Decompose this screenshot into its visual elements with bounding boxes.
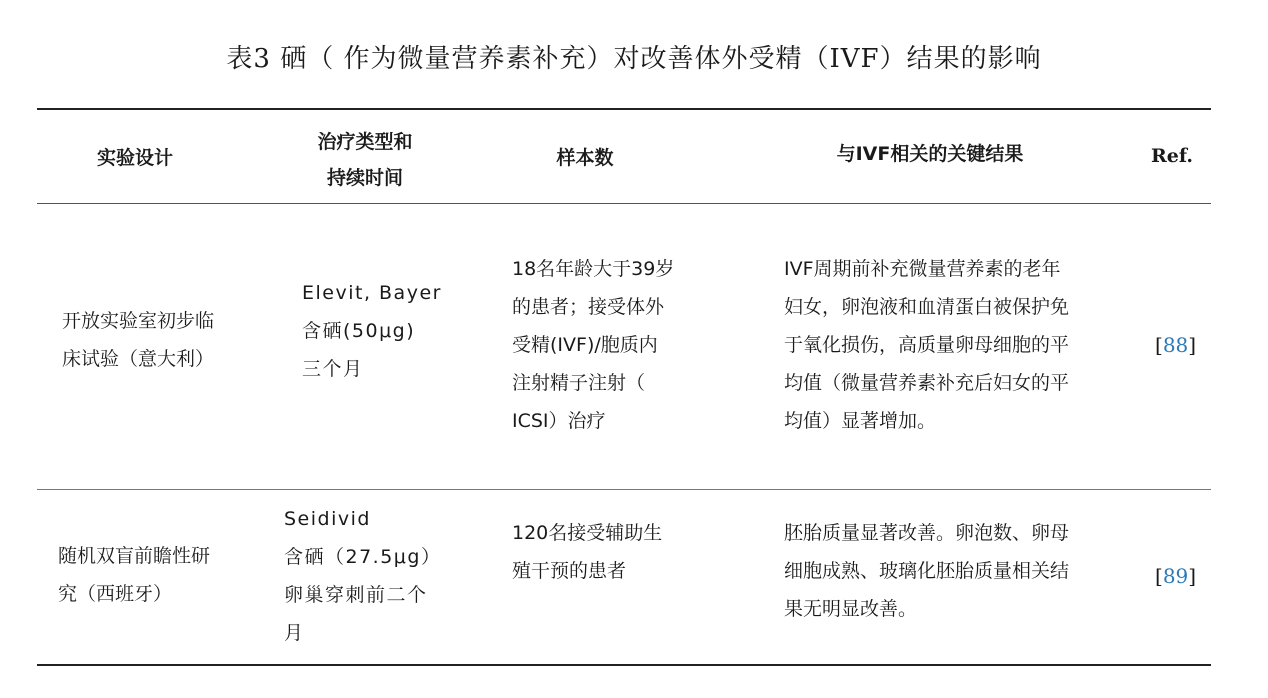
- table-title: 表3 硒（ 作为微量营养素补充）对改善体外受精（IVF）结果的影响: [226, 44, 1042, 74]
- header-ref: Ref.: [1151, 145, 1193, 167]
- header-sample: 样本数: [556, 147, 614, 169]
- row2-ref: [1155, 564, 1196, 588]
- row-divider: [37, 489, 1211, 490]
- row2-treatment: Seidivid 含硒（27.5μg） 卵巢穿刺前二个 月: [284, 508, 442, 644]
- row1-results: IVF周期前补充微量营养素的老年 妇女，卵泡液和血清蛋白被保护免 于氧化损伤，高质量卵母细胞的平 均值（微量营养素补充后妇女的平 均值）显著增加。: [784, 258, 1070, 432]
- row1-design: 开放实验室初步临 床试验（意大利）: [62, 310, 215, 370]
- row1-ref: [1155, 333, 1196, 357]
- row2-results: 胚胎质量显著改善。卵泡数、卵母 细胞成熟、玻璃化胚胎质量相关结 果无明显改善。: [784, 522, 1070, 620]
- header-rule: [37, 203, 1211, 204]
- ref-bracket-open: [: [1155, 564, 1163, 588]
- table-bottom-rule: [37, 664, 1211, 666]
- header-results: 与IVF相关的关键结果: [836, 143, 1024, 165]
- header-treatment: 治疗类型和 持续时间: [317, 131, 413, 189]
- table-top-rule: [37, 108, 1211, 110]
- ref-link-88[interactable]: 88: [1162, 333, 1189, 357]
- ref-bracket-close: ]: [1188, 333, 1197, 357]
- row2-sample: 120名接受辅助生 殖干预的患者: [512, 522, 663, 582]
- row2-design: 随机双盲前瞻性研 究（西班牙）: [58, 545, 211, 605]
- row1-sample: 18名年龄大于39岁 的患者；接受体外 受精(IVF)/胞质内 注射精子注射（ ICSI）治疗: [512, 258, 675, 432]
- row1-treatment: Elevit, Bayer 含硒(50μg) 三个月: [302, 282, 442, 380]
- ref-link-89[interactable]: 89: [1162, 564, 1189, 588]
- header-design: 实验设计: [96, 147, 173, 169]
- ref-bracket-open: [: [1155, 333, 1163, 357]
- ref-bracket-close: ]: [1188, 564, 1197, 588]
